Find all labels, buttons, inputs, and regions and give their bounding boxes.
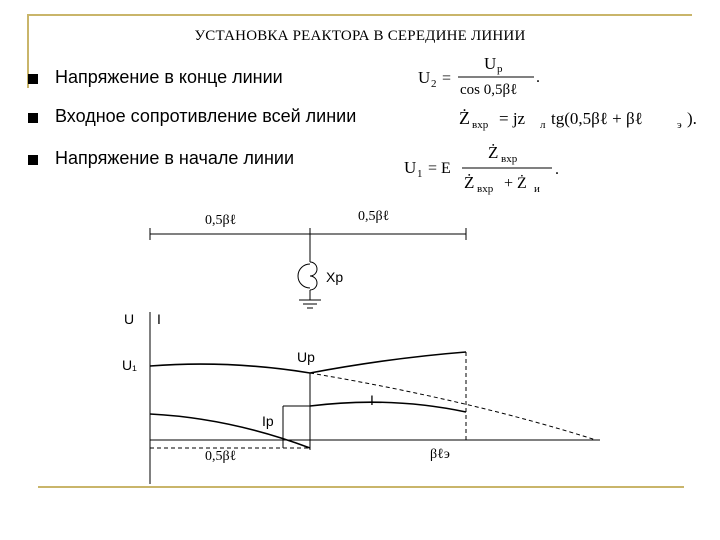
bullet-text-1: Напряжение в конце линии [55, 67, 283, 87]
bottom-left-length-label: 0,5βℓ [205, 449, 237, 464]
f3-den1-sub: вхр [477, 183, 494, 195]
f3-den2-sub: и [534, 183, 540, 195]
slide-title: УСТАНОВКА РЕАКТОРА В СЕРЕДИНЕ ЛИНИИ [194, 28, 526, 44]
ip-label: Iр [262, 413, 274, 429]
reactor-symbol [298, 234, 321, 308]
f3-lhs-sub: 1 [417, 168, 423, 180]
f2-body-sub: э [677, 119, 682, 131]
f1-num-sub: р [497, 63, 503, 75]
f1-lhs: U [418, 68, 431, 87]
top-left-length-label: 0,5βℓ [205, 213, 237, 228]
f3-tail: . [555, 161, 559, 178]
reactor-label: Xр [326, 269, 344, 285]
f2-z-sub: вхр [472, 119, 489, 131]
f3-den1: Ż [464, 173, 475, 192]
f2-eq: = jz [499, 109, 526, 128]
current-curve-left [150, 414, 310, 448]
f3-lhs: U [404, 158, 417, 177]
top-right-length-label: 0,5βℓ [358, 209, 390, 224]
f2-eq-sub: л [540, 119, 546, 131]
u1-label: U₁ [122, 357, 137, 373]
current-curve-right [310, 402, 466, 412]
f1-num: U [484, 54, 497, 73]
f1-tail: . [536, 69, 540, 86]
f3-num: Ż [488, 143, 499, 162]
axis-i-label: I [157, 311, 161, 327]
f3-num-sub: вхр [501, 153, 518, 165]
bullet-text-3: Напряжение в начале линии [55, 148, 295, 168]
f1-eq: = [442, 70, 452, 87]
f2-tail: ). [687, 109, 697, 128]
up-label: Uр [297, 349, 315, 365]
f3-plus: + Ż [504, 175, 527, 192]
bullet-text-2: Входное сопротивление всей линии [55, 106, 357, 126]
f2-body: tg(0,5βℓ + βℓ [551, 109, 643, 128]
voltage-curve-no-reactor [310, 373, 596, 440]
f1-den: cos 0,5βℓ [460, 82, 518, 98]
axis-u-label: U [124, 311, 135, 327]
i-label: I [370, 392, 374, 408]
f2-z: Ż [459, 108, 470, 128]
f3-eq: = E [428, 160, 451, 177]
f1-lhs-sub: 2 [431, 78, 437, 90]
bottom-right-length-label: βℓэ [430, 447, 450, 462]
